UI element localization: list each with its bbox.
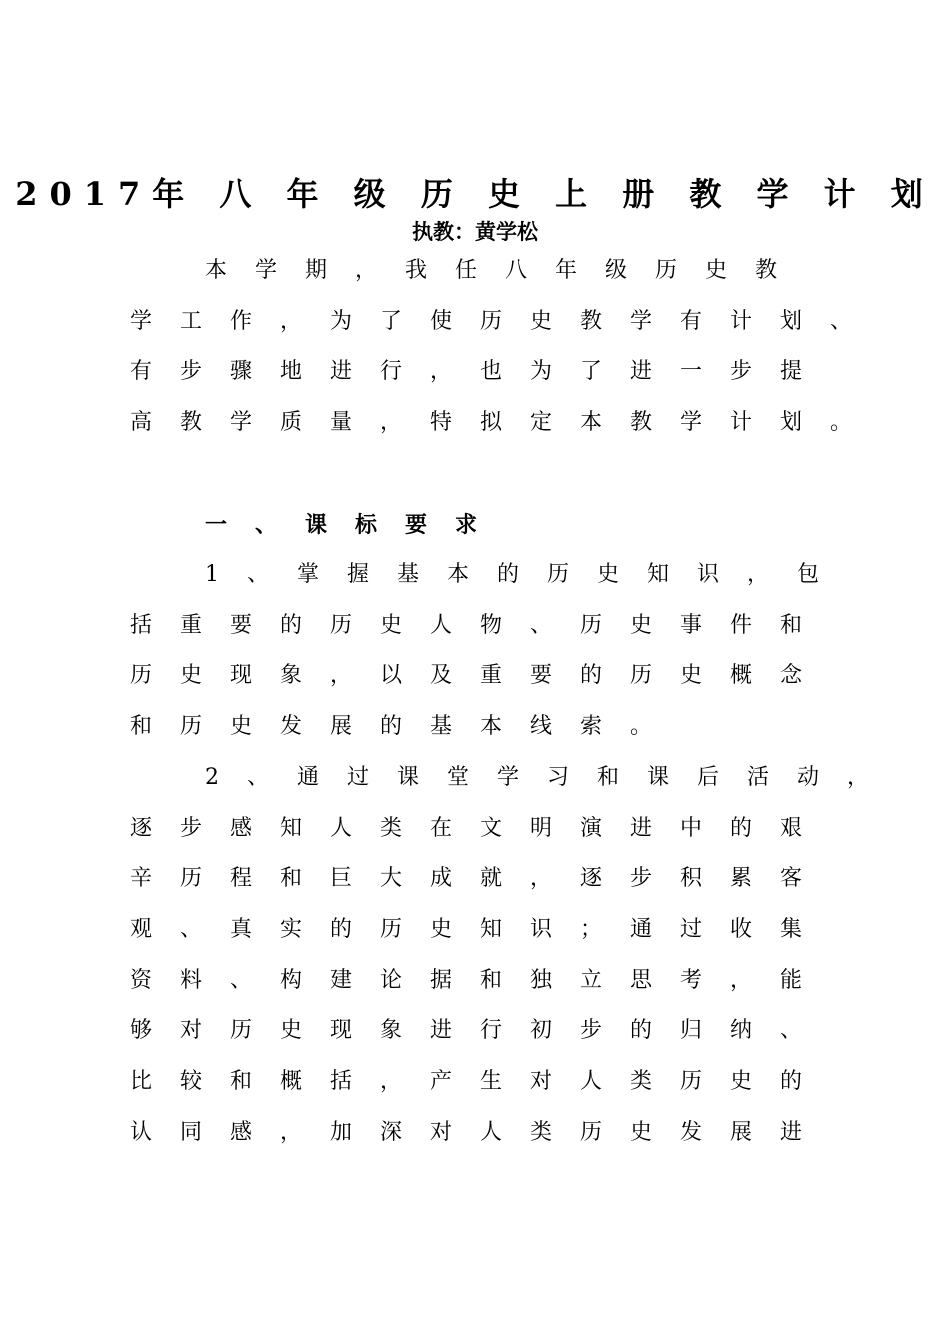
paragraph-line: 历史现象，以及重要的历史概念: [130, 663, 831, 688]
paragraph-line: 比较和概括，产生对人类历史的: [130, 1069, 831, 1094]
intro-line: 本学期，我任八年级历史教: [205, 258, 806, 283]
paragraph-line: 2、通过课堂学习和课后活动，: [205, 765, 897, 790]
intro-line: 学工作，为了使历史教学有计划、: [130, 309, 881, 334]
paragraph-line: 观、真实的历史知识；通过收集: [130, 917, 831, 942]
paragraph-line: 1、掌握基本的历史知识，包: [205, 562, 847, 587]
document-author: 执教：黄学松: [412, 219, 538, 244]
paragraph-line: 资料、构建论据和独立思考，能: [130, 968, 831, 993]
document-title: 2017年 八 年 级 历 史 上 册 教 学 计 划: [15, 175, 935, 213]
paragraph-line: 够对历史现象进行初步的归纳、: [130, 1018, 831, 1043]
paragraph-line: 和历史发展的基本线索。: [130, 714, 681, 739]
section-heading: 一、课标要求: [205, 512, 506, 538]
paragraph-line: 逐步感知人类在文明演进中的艰: [130, 816, 831, 841]
intro-line: 高教学质量，特拟定本教学计划。: [130, 410, 881, 435]
paragraph-line: 括重要的历史人物、历史事件和: [130, 613, 831, 638]
intro-line: 有步骤地进行，也为了进一步提: [130, 359, 831, 384]
paragraph-line: 辛历程和巨大成就，逐步积累客: [130, 866, 831, 891]
paragraph-line: 认同感，加深对人类历史发展进: [130, 1120, 831, 1145]
